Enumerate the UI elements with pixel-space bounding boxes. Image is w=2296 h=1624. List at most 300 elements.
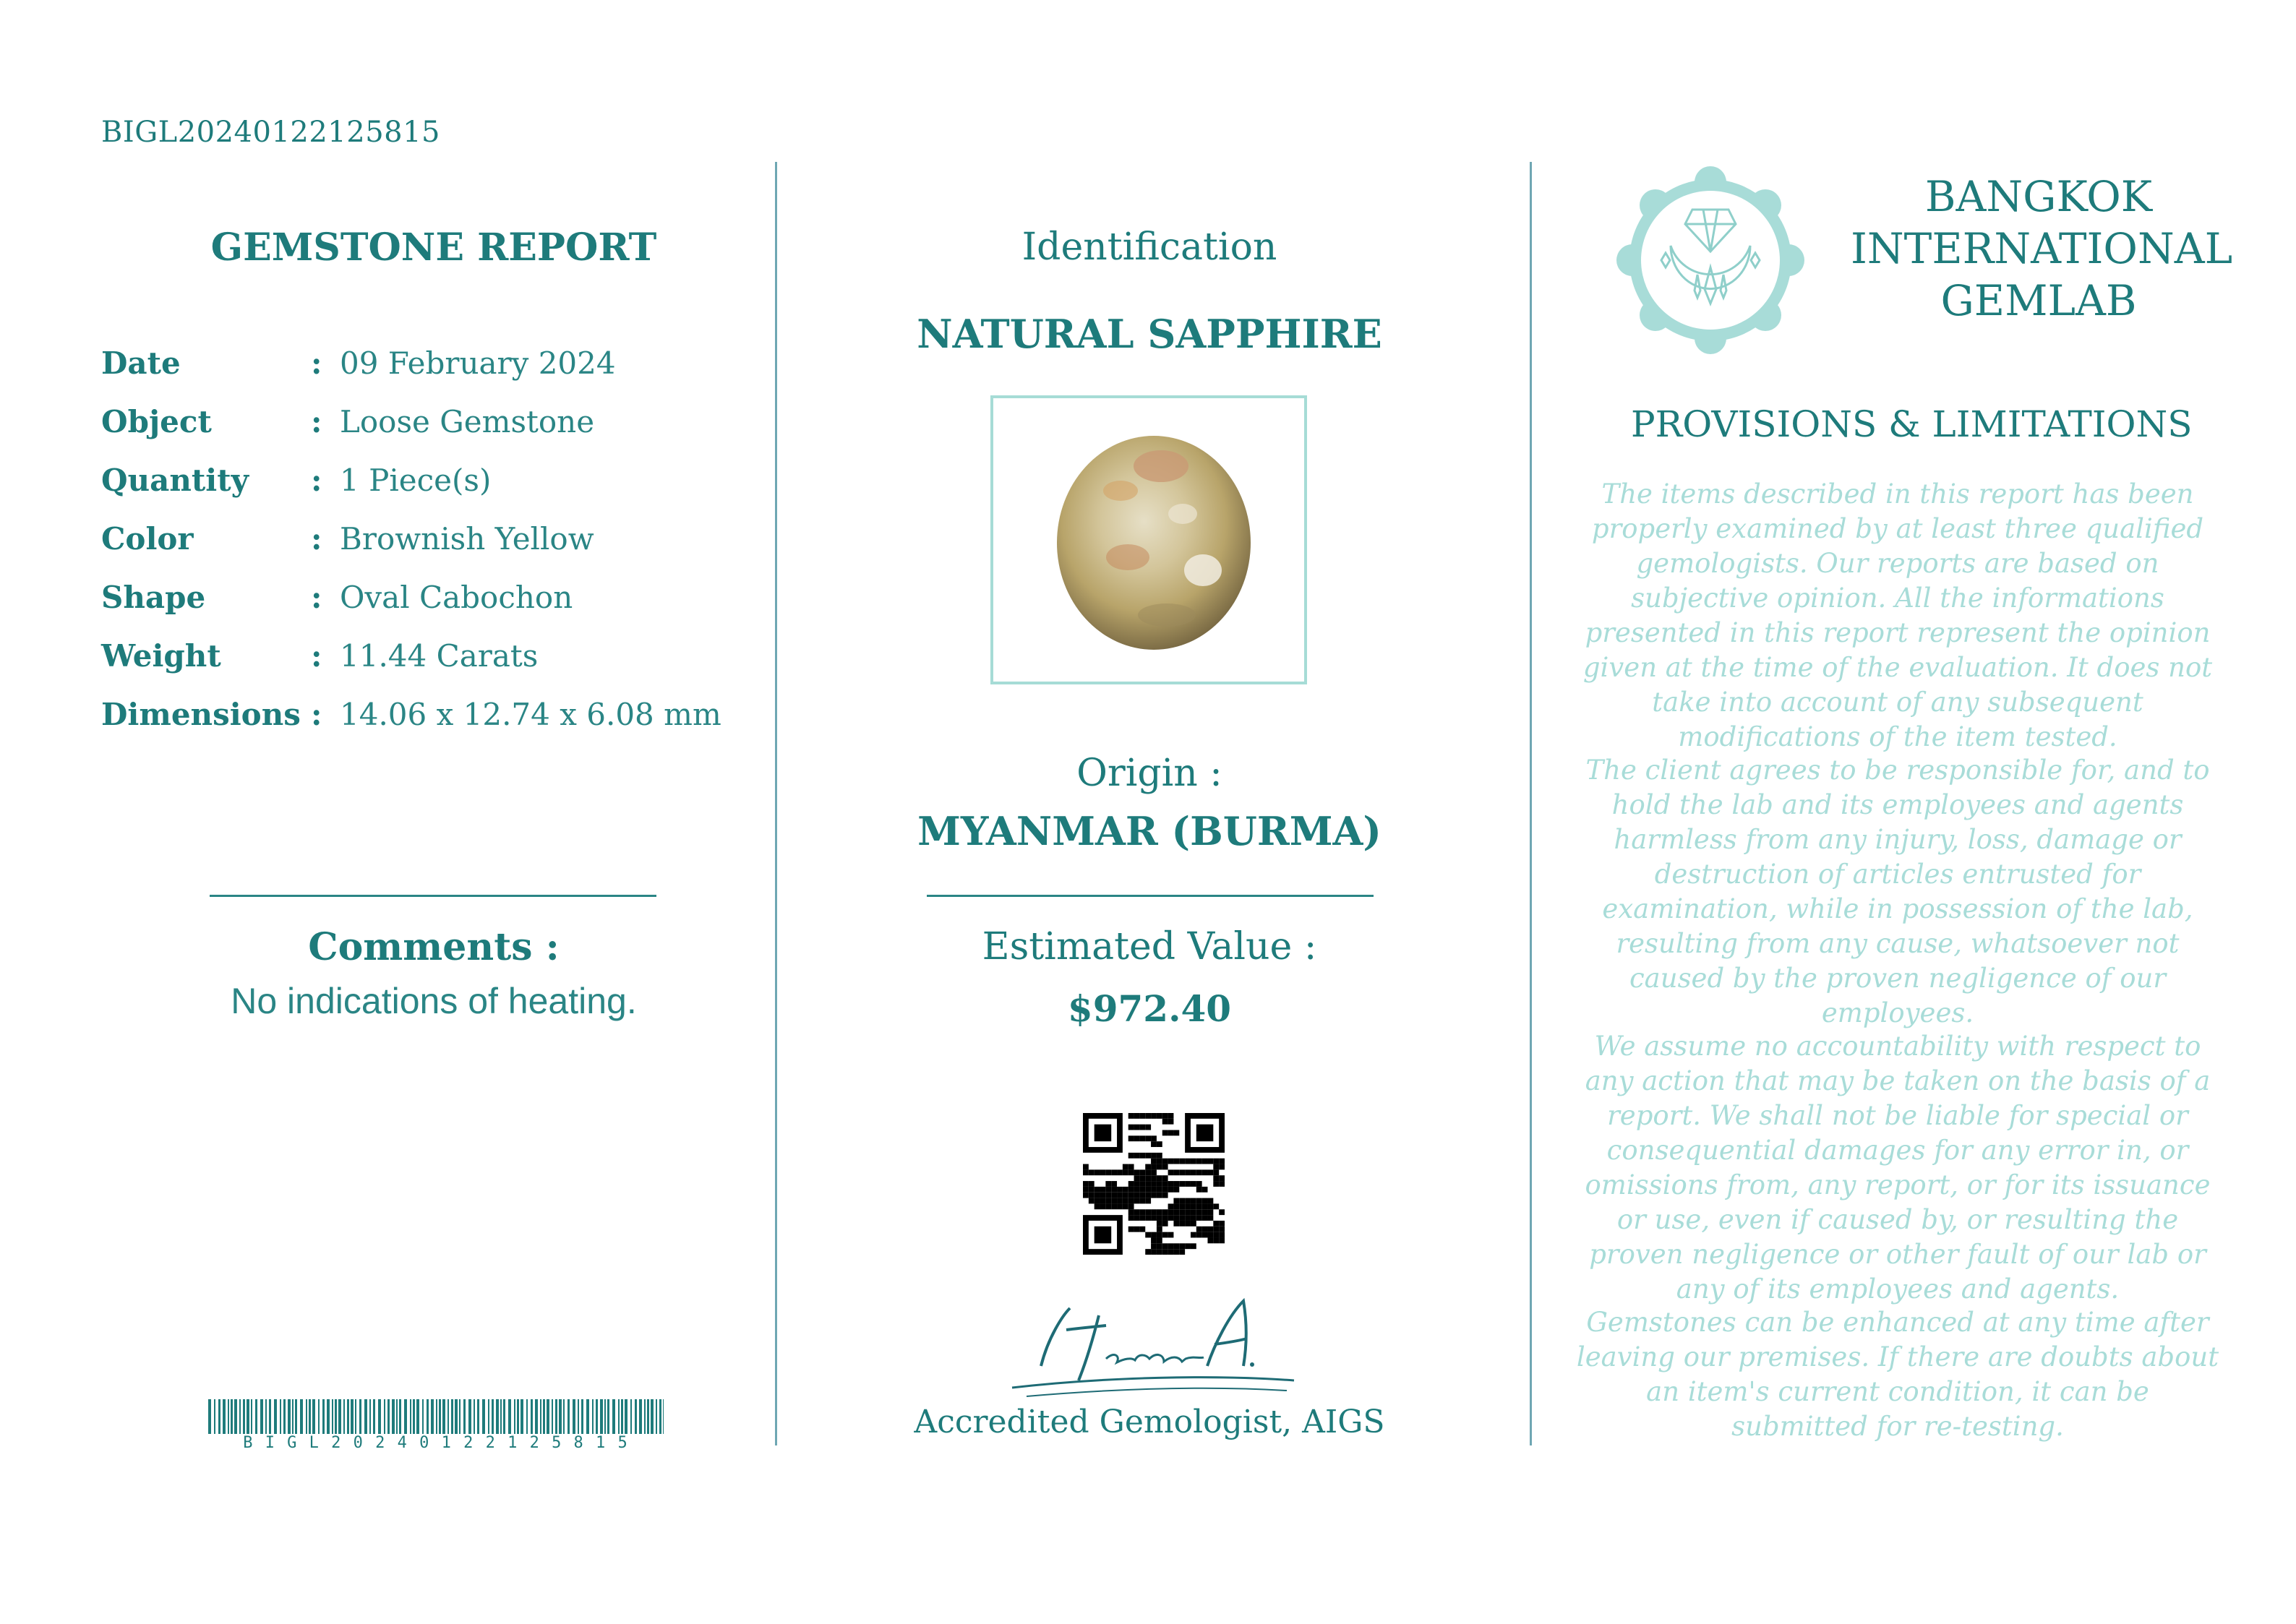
qr-module <box>1157 1175 1162 1181</box>
qr-module <box>1173 1221 1179 1226</box>
detail-colon: : <box>311 345 322 381</box>
qr-module <box>1134 1113 1140 1119</box>
barcode-bar <box>214 1399 215 1434</box>
barcode-bar <box>547 1399 549 1434</box>
qr-module <box>1213 1232 1219 1238</box>
qr-module <box>1207 1237 1213 1243</box>
barcode-bar <box>300 1399 303 1434</box>
qr-module <box>1105 1181 1111 1187</box>
barcode-bar <box>378 1399 381 1434</box>
qr-module <box>1151 1164 1157 1170</box>
qr-module <box>1145 1135 1151 1141</box>
qr-module <box>1145 1125 1151 1130</box>
qr-module <box>1191 1243 1196 1249</box>
barcode-bar <box>327 1399 330 1434</box>
qr-module <box>1185 1215 1191 1221</box>
barcode-bar <box>243 1399 245 1434</box>
qr-module <box>1139 1125 1145 1130</box>
barcode-bar <box>413 1399 415 1434</box>
qr-module <box>1145 1181 1151 1187</box>
barcode-bar <box>647 1399 649 1434</box>
barcode-bar <box>439 1399 441 1434</box>
qr-module <box>1083 1164 1089 1170</box>
barcode-bar <box>312 1399 315 1434</box>
origin-value: MYANMAR (BURMA) <box>917 808 1382 854</box>
qr-module <box>1145 1249 1151 1255</box>
qr-module <box>1128 1125 1134 1130</box>
barcode-bar <box>447 1399 449 1434</box>
qr-module <box>1151 1113 1157 1119</box>
qr-module <box>1173 1203 1179 1209</box>
qr-module <box>1219 1159 1225 1164</box>
detail-label: Color <box>101 521 194 557</box>
barcode-bar <box>269 1399 271 1434</box>
qr-module <box>1134 1169 1140 1175</box>
qr-module <box>1089 1169 1095 1175</box>
provisions-title: PROVISIONS & LIMITATIONS <box>1631 403 2193 445</box>
qr-module <box>1191 1181 1196 1187</box>
detail-colon: : <box>311 697 322 732</box>
qr-module <box>1095 1198 1100 1204</box>
detail-label: Weight <box>101 638 221 674</box>
barcode-bar <box>477 1399 479 1434</box>
qr-module <box>1196 1169 1202 1175</box>
qr-module <box>1185 1203 1191 1209</box>
qr-module <box>1185 1243 1191 1249</box>
qr-module <box>1157 1226 1162 1232</box>
qr-module <box>1134 1209 1140 1215</box>
qr-module <box>1179 1221 1185 1226</box>
qr-module <box>1191 1209 1196 1215</box>
qr-module <box>1128 1198 1134 1204</box>
barcode-bar <box>274 1399 277 1434</box>
barcode-bar <box>208 1399 211 1434</box>
detail-value: 14.06 x 12.74 x 6.08 mm <box>340 697 721 732</box>
qr-module <box>1191 1159 1196 1164</box>
qr-module <box>1162 1181 1168 1187</box>
qr-module <box>1139 1181 1145 1187</box>
qr-module <box>1134 1187 1140 1193</box>
qr-module <box>1151 1159 1157 1164</box>
barcode-bar <box>521 1399 523 1434</box>
barcode-bar <box>343 1399 345 1434</box>
qr-module <box>1202 1215 1208 1221</box>
qr-module <box>1168 1130 1174 1136</box>
qr-module <box>1128 1209 1134 1215</box>
qr-module <box>1089 1198 1095 1204</box>
barcode-bar <box>247 1399 249 1434</box>
qr-module <box>1145 1169 1151 1175</box>
qr-module <box>1151 1249 1157 1255</box>
qr-module <box>1105 1169 1111 1175</box>
barcode-bar <box>404 1399 407 1434</box>
qr-module <box>1117 1198 1123 1204</box>
qr-module <box>1139 1169 1145 1175</box>
qr-module <box>1179 1243 1185 1249</box>
qr-module <box>1100 1203 1106 1209</box>
barcode-bar <box>612 1399 615 1434</box>
qr-module <box>1202 1159 1208 1164</box>
detail-row-dimensions <box>101 697 721 732</box>
qr-module <box>1162 1159 1168 1164</box>
qr-module <box>1095 1203 1100 1209</box>
qr-module <box>1191 1232 1196 1238</box>
barcode-bar <box>581 1399 583 1434</box>
barcode-bar <box>625 1399 627 1434</box>
qr-module <box>1213 1159 1219 1164</box>
qr-module <box>1207 1209 1213 1215</box>
detail-label: Dimensions <box>101 697 301 732</box>
qr-module <box>1168 1169 1174 1175</box>
qr-module <box>1123 1169 1128 1175</box>
qr-module <box>1173 1181 1179 1187</box>
qr-module <box>1105 1193 1111 1198</box>
barcode-bar <box>451 1399 453 1434</box>
qr-module <box>1139 1193 1145 1198</box>
qr-module <box>1202 1226 1208 1232</box>
barcode-bar <box>228 1399 229 1434</box>
barcode-bar <box>563 1399 565 1434</box>
qr-module <box>1162 1232 1168 1238</box>
qr-module <box>1134 1215 1140 1221</box>
barcode-bar <box>234 1399 237 1434</box>
qr-module <box>1145 1209 1151 1215</box>
provision-paragraph-3: We assume no accountability with respect to any action that may be taken on the basis of a report. We shall not be liable for special or consequential damages for any error in, or omissions from, any report, or for its issuance or use, even if caused by, or resulting the proven negligence or other fault of our lab or any of its employees and agents. <box>1585 1031 2211 1305</box>
qr-module <box>1083 1169 1089 1175</box>
qr-module <box>1157 1209 1162 1215</box>
qr-module <box>1100 1169 1106 1175</box>
qr-module <box>1157 1237 1162 1243</box>
detail-label: Quantity <box>101 463 249 498</box>
barcode-bar <box>373 1399 375 1434</box>
qr-module <box>1151 1175 1157 1181</box>
barcode-bar <box>508 1399 511 1434</box>
qr-module <box>1128 1164 1134 1170</box>
qr-module <box>1145 1175 1151 1181</box>
qr-module <box>1083 1187 1089 1193</box>
provision-paragraph-4: Gemstones can be enhanced at any time after leaving our premises. If there are doubts about an item's current condition, it can be submitted for re-testing. <box>1576 1307 2219 1442</box>
barcode-bar <box>359 1399 361 1434</box>
barcode-bar <box>540 1399 541 1434</box>
qr-module <box>1123 1198 1128 1204</box>
qr-module <box>1117 1187 1123 1193</box>
qr-module <box>1168 1113 1174 1119</box>
barcode-bar <box>427 1399 429 1434</box>
qr-module <box>1196 1209 1202 1215</box>
detail-row-color <box>101 521 594 557</box>
qr-module <box>1139 1153 1145 1159</box>
qr-finder <box>1196 1125 1214 1142</box>
qr-module <box>1202 1232 1208 1238</box>
barcode-bar <box>288 1399 291 1434</box>
qr-module <box>1151 1187 1157 1193</box>
qr-module <box>1157 1243 1162 1249</box>
barcode-bar <box>455 1399 458 1434</box>
qr-module <box>1134 1181 1140 1187</box>
comments-value: No indications of heating. <box>231 981 637 1021</box>
barcode-bar <box>338 1399 341 1434</box>
qr-module <box>1196 1181 1202 1187</box>
qr-module <box>1117 1193 1123 1198</box>
barcode-bar <box>543 1399 545 1434</box>
barcode-bar <box>531 1399 533 1434</box>
qr-module <box>1145 1187 1151 1193</box>
qr-module <box>1157 1164 1162 1170</box>
qr-module <box>1157 1159 1162 1164</box>
qr-module <box>1151 1193 1157 1198</box>
qr-module <box>1128 1113 1134 1119</box>
barcode-bar <box>618 1399 620 1434</box>
qr-module <box>1207 1159 1213 1164</box>
barcode-bar <box>364 1399 367 1434</box>
barcode-bar <box>463 1399 466 1434</box>
qr-module <box>1134 1135 1140 1141</box>
value-divider <box>927 895 1374 897</box>
qr-module <box>1168 1243 1174 1249</box>
qr-module <box>1168 1159 1174 1164</box>
barcode-bar <box>514 1399 515 1434</box>
qr-module <box>1162 1243 1168 1249</box>
barcode-bar <box>396 1399 398 1434</box>
qr-module <box>1134 1226 1140 1232</box>
detail-row-weight <box>101 638 538 674</box>
qr-module <box>1145 1198 1151 1204</box>
detail-label: Date <box>101 345 181 381</box>
qr-module <box>1139 1175 1145 1181</box>
qr-module <box>1128 1187 1134 1193</box>
qr-module <box>1128 1215 1134 1221</box>
detail-value: Loose Gemstone <box>340 404 595 439</box>
report-id: BIGL20240122125815 <box>101 116 440 149</box>
barcode-bar <box>500 1399 502 1434</box>
qr-module <box>1191 1169 1196 1175</box>
barcode-bar <box>573 1399 575 1434</box>
qr-module <box>1128 1153 1134 1159</box>
qr-module <box>1105 1187 1111 1193</box>
comments-divider <box>210 895 656 897</box>
barcode-bar <box>488 1399 489 1434</box>
qr-module <box>1089 1187 1095 1193</box>
estimated-value-amount: $972.40 <box>1067 987 1232 1030</box>
qr-finder <box>1095 1125 1112 1142</box>
qr-module <box>1157 1153 1162 1159</box>
barcode-text: B I G L 2 0 2 4 0 1 2 2 1 2 5 8 1 5 <box>243 1434 629 1452</box>
lab-name-line-1: BANGKOK <box>1924 172 2153 221</box>
qr-module <box>1213 1175 1219 1181</box>
barcode-bar <box>292 1399 294 1434</box>
qr-module <box>1202 1169 1208 1175</box>
barcode-bar <box>535 1399 538 1434</box>
qr-module <box>1157 1113 1162 1119</box>
qr-module <box>1219 1164 1225 1170</box>
qr-module <box>1139 1198 1145 1204</box>
estimated-value-label: Estimated Value : <box>982 925 1317 968</box>
qr-module <box>1145 1113 1151 1119</box>
qr-module <box>1111 1169 1117 1175</box>
provision-paragraph-2: The client agrees to be responsible for, and to hold the lab and its employees and agents harmless from any injury, loss, damage or destruction of articles entrusted for examination, while in possession of the lab, resulting from any cause, whatsoever not caused by the proven negligence of our employees. <box>1585 755 2210 1028</box>
qr-module <box>1173 1198 1179 1204</box>
barcode-bar <box>295 1399 297 1434</box>
barcode-bar <box>387 1399 390 1434</box>
column-divider-left <box>775 162 777 1445</box>
qr-module <box>1100 1187 1106 1193</box>
detail-colon: : <box>311 463 322 498</box>
detail-label: Object <box>101 404 212 439</box>
report-title: GEMSTONE REPORT <box>210 225 657 270</box>
qr-module <box>1173 1130 1179 1136</box>
barcode-bar <box>351 1399 354 1434</box>
qr-module <box>1219 1226 1225 1232</box>
qr-module <box>1213 1221 1219 1226</box>
qr-module <box>1145 1164 1151 1170</box>
qr-module <box>1151 1141 1157 1147</box>
qr-module <box>1095 1193 1100 1198</box>
qr-module <box>1151 1135 1157 1141</box>
qr-module <box>1162 1113 1168 1119</box>
barcode-bar <box>265 1399 267 1434</box>
qr-module <box>1162 1164 1168 1170</box>
barcode-bar <box>255 1399 257 1434</box>
qr-module <box>1128 1169 1134 1175</box>
qr-module <box>1213 1169 1219 1175</box>
barcode-bar <box>436 1399 437 1434</box>
qr-module <box>1134 1153 1140 1159</box>
barcode-bar <box>309 1399 311 1434</box>
qr-module <box>1151 1153 1157 1159</box>
qr-module <box>1173 1169 1179 1175</box>
qr-module <box>1089 1181 1095 1187</box>
qr-code[interactable] <box>1083 1113 1225 1255</box>
qr-module <box>1185 1198 1191 1204</box>
qr-module <box>1179 1169 1185 1175</box>
qr-module <box>1157 1187 1162 1193</box>
barcode-bar <box>283 1399 286 1434</box>
provision-paragraph-1: The items described in this report has been properly examined by at least three qualified gemologists. Our reports are based on subjective opinion. All the informations presented in this report represent the opinion given at the time of the evaluation. It does not take into account of any subsequent modifications of the item tested. <box>1582 478 2213 752</box>
qr-module <box>1207 1203 1213 1209</box>
qr-module <box>1100 1198 1106 1204</box>
barcode-bar <box>482 1399 485 1434</box>
qr-module <box>1219 1209 1225 1215</box>
qr-module <box>1151 1243 1157 1249</box>
barcode-bar <box>651 1399 654 1434</box>
barcode-bar <box>630 1399 632 1434</box>
qr-module <box>1123 1187 1128 1193</box>
qr-module <box>1196 1215 1202 1221</box>
barcode-bar <box>555 1399 557 1434</box>
qr-module <box>1083 1193 1089 1198</box>
barcode-bar <box>656 1399 657 1434</box>
qr-module <box>1157 1193 1162 1198</box>
barcode-bar <box>260 1399 263 1434</box>
qr-module <box>1162 1187 1168 1193</box>
qr-module <box>1111 1187 1117 1193</box>
barcode-bar <box>410 1399 411 1434</box>
barcode-bar <box>280 1399 281 1434</box>
barcode-bar <box>503 1399 505 1434</box>
column-divider-right <box>1530 162 1532 1445</box>
qr-module <box>1191 1215 1196 1221</box>
detail-value: 11.44 Carats <box>340 638 539 674</box>
qr-module <box>1111 1203 1117 1209</box>
qr-module <box>1139 1226 1145 1232</box>
qr-module <box>1185 1181 1191 1187</box>
barcode-bar <box>239 1399 241 1434</box>
barcode-bar <box>422 1399 424 1434</box>
qr-module <box>1151 1209 1157 1215</box>
qr-module <box>1123 1164 1128 1170</box>
qr-module <box>1162 1130 1168 1136</box>
barcode-bar <box>318 1399 320 1434</box>
qr-module <box>1213 1237 1219 1243</box>
qr-module <box>1111 1181 1117 1187</box>
detail-colon: : <box>311 638 322 674</box>
qr-module <box>1179 1181 1185 1187</box>
qr-module <box>1179 1203 1185 1209</box>
qr-module <box>1213 1203 1219 1209</box>
identification-value: NATURAL SAPPHIRE <box>917 311 1382 357</box>
barcode-bar <box>600 1399 603 1434</box>
qr-module <box>1219 1232 1225 1238</box>
barcode-bar <box>604 1399 606 1434</box>
qr-module <box>1139 1215 1145 1221</box>
qr-module <box>1162 1209 1168 1215</box>
qr-module <box>1157 1249 1162 1255</box>
barcode-bar <box>468 1399 471 1434</box>
qr-module <box>1168 1249 1174 1255</box>
barcode-bar <box>332 1399 333 1434</box>
comments-label: Comments : <box>308 925 560 969</box>
qr-module <box>1219 1221 1225 1226</box>
qr-module <box>1162 1175 1168 1181</box>
detail-row-date <box>101 345 616 381</box>
barcode-bar <box>306 1399 307 1434</box>
qr-module <box>1128 1203 1134 1209</box>
qr-module <box>1157 1215 1162 1221</box>
lab-name-line-2: INTERNATIONAL <box>1851 224 2233 273</box>
qr-module <box>1168 1119 1174 1125</box>
qr-module <box>1173 1159 1179 1164</box>
qr-module <box>1139 1187 1145 1193</box>
qr-module <box>1151 1237 1157 1243</box>
qr-module <box>1191 1203 1196 1209</box>
qr-module <box>1139 1113 1145 1119</box>
qr-module <box>1139 1209 1145 1215</box>
qr-module <box>1173 1215 1179 1221</box>
qr-module <box>1151 1169 1157 1175</box>
qr-module <box>1213 1181 1219 1187</box>
qr-module <box>1128 1193 1134 1198</box>
barcode-bar <box>621 1399 623 1434</box>
qr-module <box>1168 1187 1174 1193</box>
qr-module <box>1145 1193 1151 1198</box>
qr-module <box>1162 1215 1168 1221</box>
detail-colon: : <box>311 404 322 439</box>
qr-module <box>1207 1226 1213 1232</box>
qr-module <box>1185 1209 1191 1215</box>
signature-graphic <box>998 1286 1301 1402</box>
qr-module <box>1134 1125 1140 1130</box>
barcode-bar <box>218 1399 220 1434</box>
barcode-bar <box>567 1399 570 1434</box>
qr-module <box>1219 1175 1225 1181</box>
gemstone-photo-frame <box>990 395 1307 684</box>
barcode-bar <box>517 1399 519 1434</box>
detail-row-quantity <box>101 463 491 498</box>
barcode-bar <box>663 1399 664 1434</box>
barcode-bar <box>442 1399 445 1434</box>
detail-colon: : <box>311 580 322 615</box>
qr-module <box>1168 1232 1174 1238</box>
